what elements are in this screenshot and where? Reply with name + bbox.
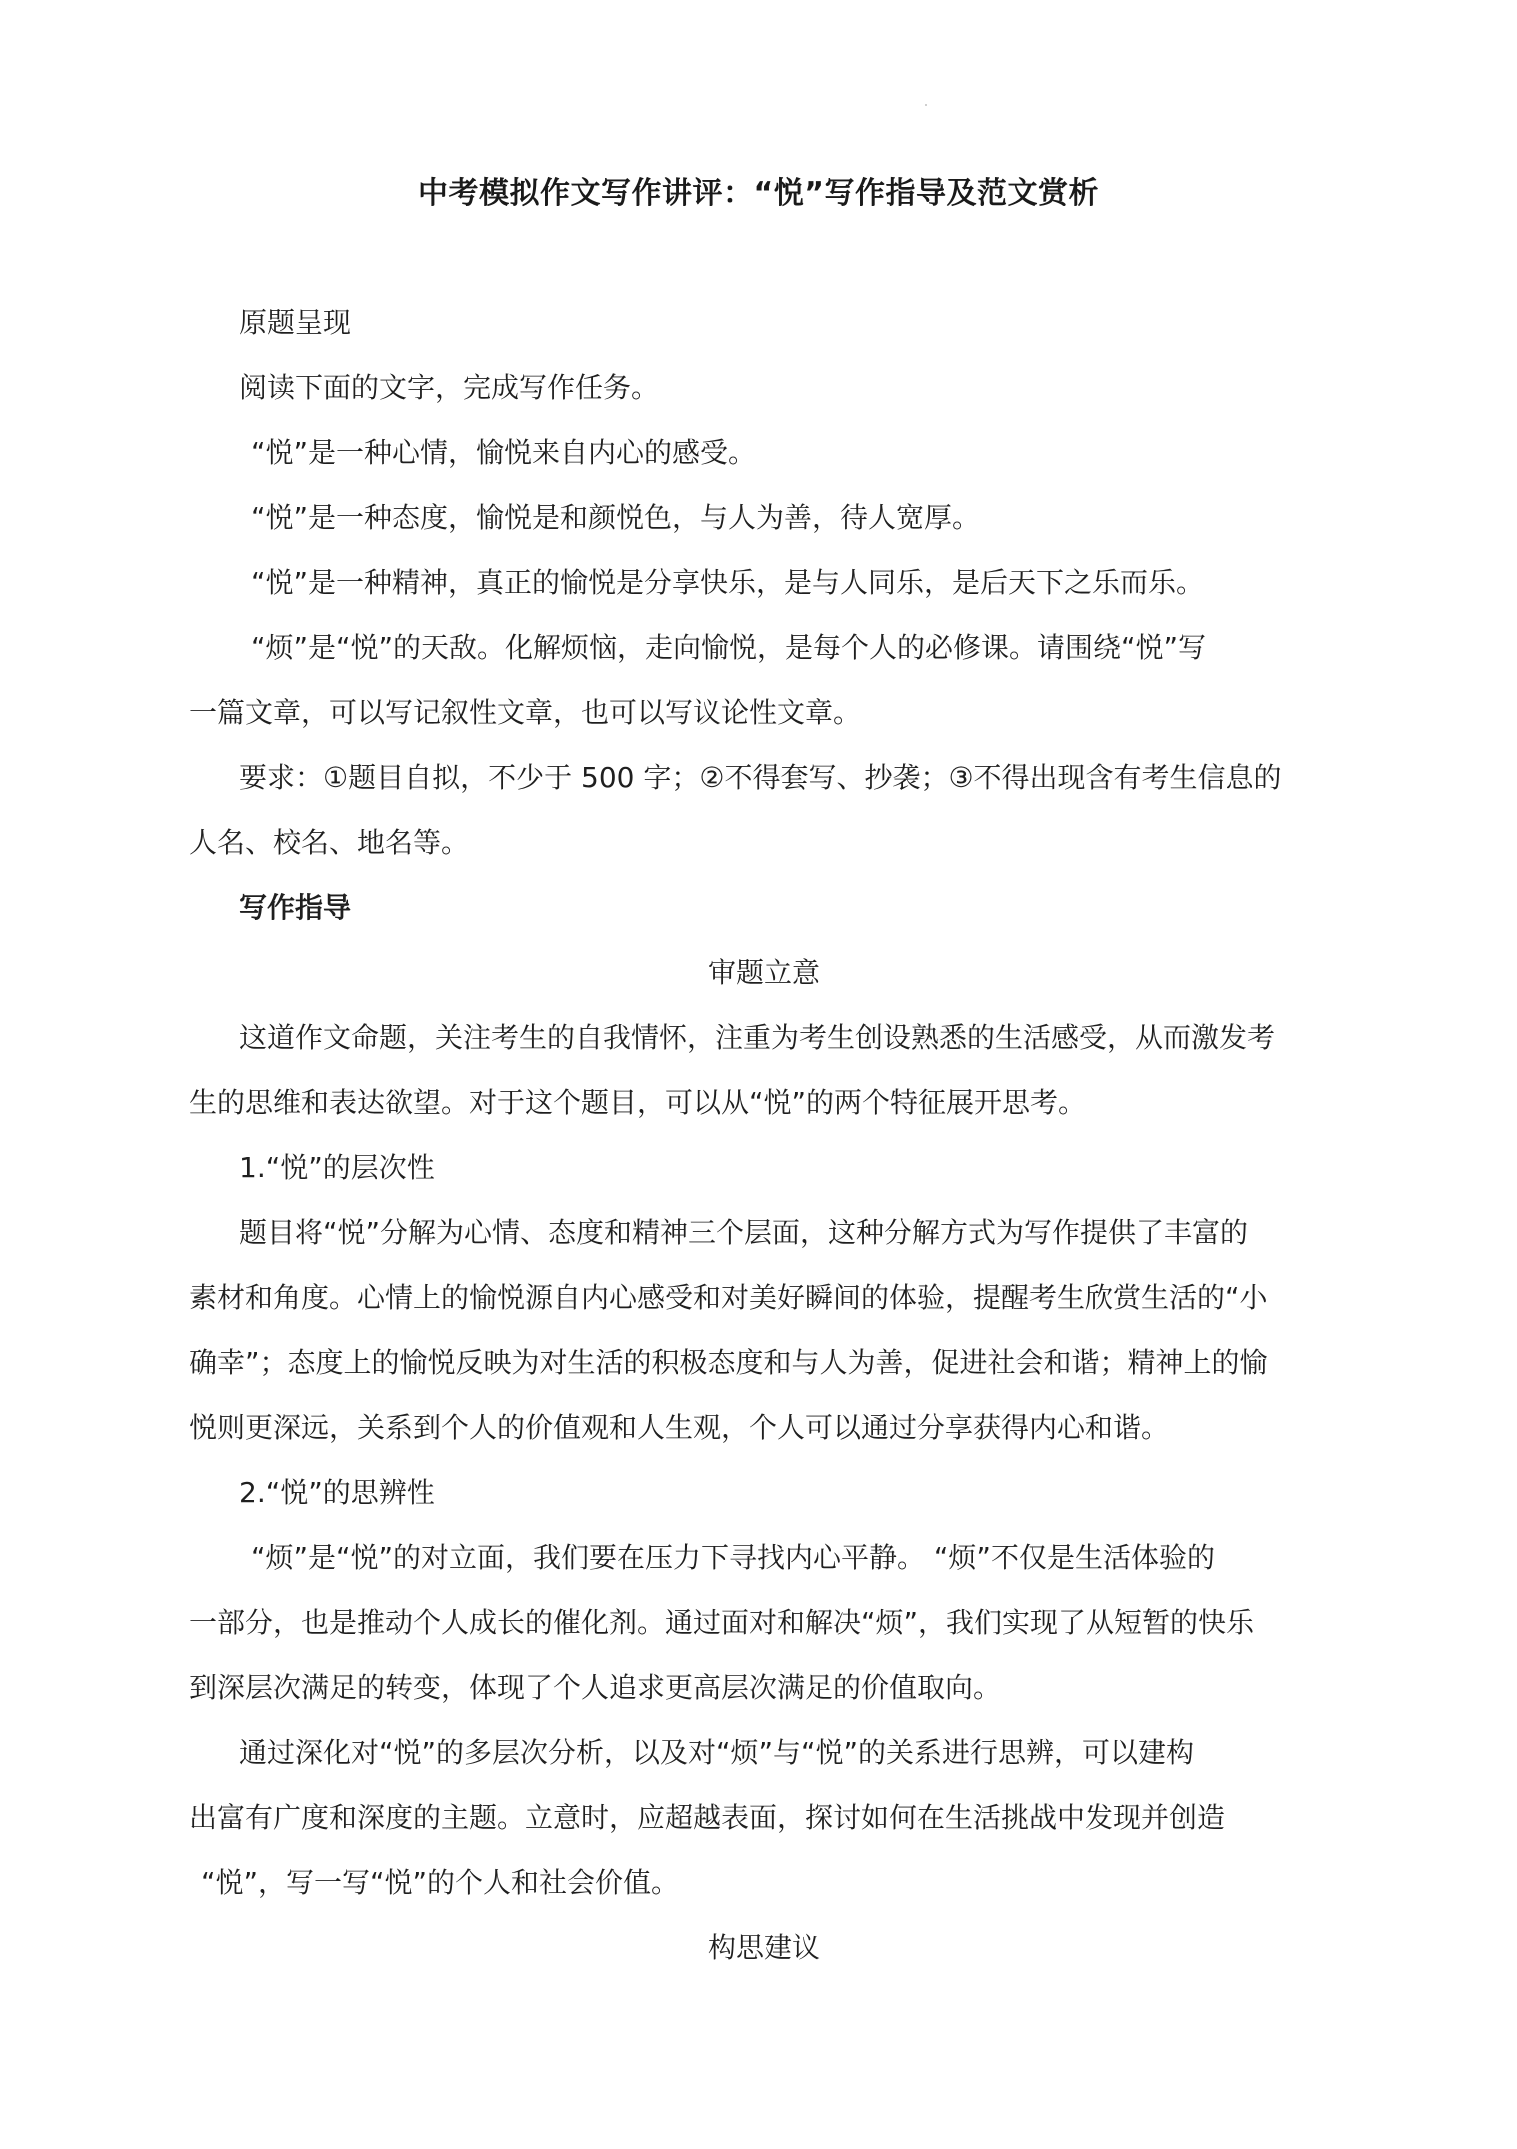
- theme-paragraph-line: 生的思维和表达欲望。对于这个题目，可以从“悦”的两个特征展开思考。: [189, 1086, 1087, 1119]
- point1-paragraph-line: 素材和角度。心情上的愉悦源自内心感受和对美好瞬间的体验，提醒考生欣赏生活的“小: [189, 1281, 1268, 1314]
- point2-title: 2.“悦”的思辨性: [239, 1476, 435, 1509]
- prompt-line: “烦”是“悦”的天敌。化解烦恼，走向愉悦，是每个人的必修课。请围绕“悦”写: [251, 631, 1207, 664]
- prompt-line: 一篇文章，可以写记叙性文章，也可以写议论性文章。: [189, 696, 862, 729]
- theme-paragraph-line: 这道作文命题，关注考生的自我情怀，注重为考生创设熟悉的生活感受，从而激发考: [239, 1021, 1276, 1054]
- prompt-line: “悦”是一种态度，愉悦是和颜悦色，与人为善，待人宽厚。: [251, 501, 981, 534]
- point1-title: 1.“悦”的层次性: [239, 1151, 435, 1184]
- point1-paragraph-line: 题目将“悦”分解为心情、态度和精神三个层面，这种分解方式为写作提供了丰富的: [239, 1216, 1249, 1249]
- prompt-intro: 阅读下面的文字，完成写作任务。: [239, 371, 660, 404]
- summary-paragraph-line: 出富有广度和深度的主题。立意时，应超越表面，探讨如何在生活挑战中发现并创造: [189, 1801, 1226, 1834]
- document-body: [189, 290, 1339, 1980]
- prompt-line: “悦”是一种心情，愉悦来自内心的感受。: [251, 436, 757, 469]
- point1-paragraph-line: 确幸”；态度上的愉悦反映为对生活的积极态度和与人为善，促进社会和谐；精神上的愉: [189, 1346, 1268, 1379]
- subsection-heading-theme: 审题立意: [707, 956, 820, 989]
- summary-paragraph-line: “悦”，写一写“悦”的个人和社会价值。: [201, 1866, 680, 1899]
- document-title: 中考模拟作文写作讲评：“悦”写作指导及范文赏析: [418, 176, 1099, 211]
- requirements-line: 要求：①题目自拟，不少于 500 字；②不得套写、抄袭；③不得出现含有考生信息的: [239, 761, 1282, 794]
- section-heading-original: 原题呈现: [239, 306, 352, 339]
- point2-paragraph-line: “烦”是“悦”的对立面，我们要在压力下寻找内心平静。 “烦”不仅是生活体验的: [251, 1541, 1215, 1574]
- section-heading-guidance: 写作指导: [239, 891, 352, 924]
- subsection-heading-ideas: 构思建议: [707, 1931, 820, 1964]
- point2-paragraph-line: 一部分，也是推动个人成长的催化剂。通过面对和解决“烦”，我们实现了从短暂的快乐: [189, 1606, 1255, 1639]
- point2-paragraph-line: 到深层次满足的转变，体现了个人追求更高层次满足的价值取向。: [189, 1671, 1002, 1704]
- point1-paragraph-line: 悦则更深远，关系到个人的价值观和人生观，个人可以通过分享获得内心和谐。: [189, 1411, 1170, 1444]
- prompt-line: “悦”是一种精神，真正的愉悦是分享快乐，是与人同乐，是后天下之乐而乐。: [251, 566, 1205, 599]
- scan-mark: [925, 104, 927, 106]
- summary-paragraph-line: 通过深化对“悦”的多层次分析，以及对“烦”与“悦”的关系进行思辨，可以建构: [239, 1736, 1195, 1769]
- requirements-line: 人名、校名、地名等。: [189, 826, 470, 859]
